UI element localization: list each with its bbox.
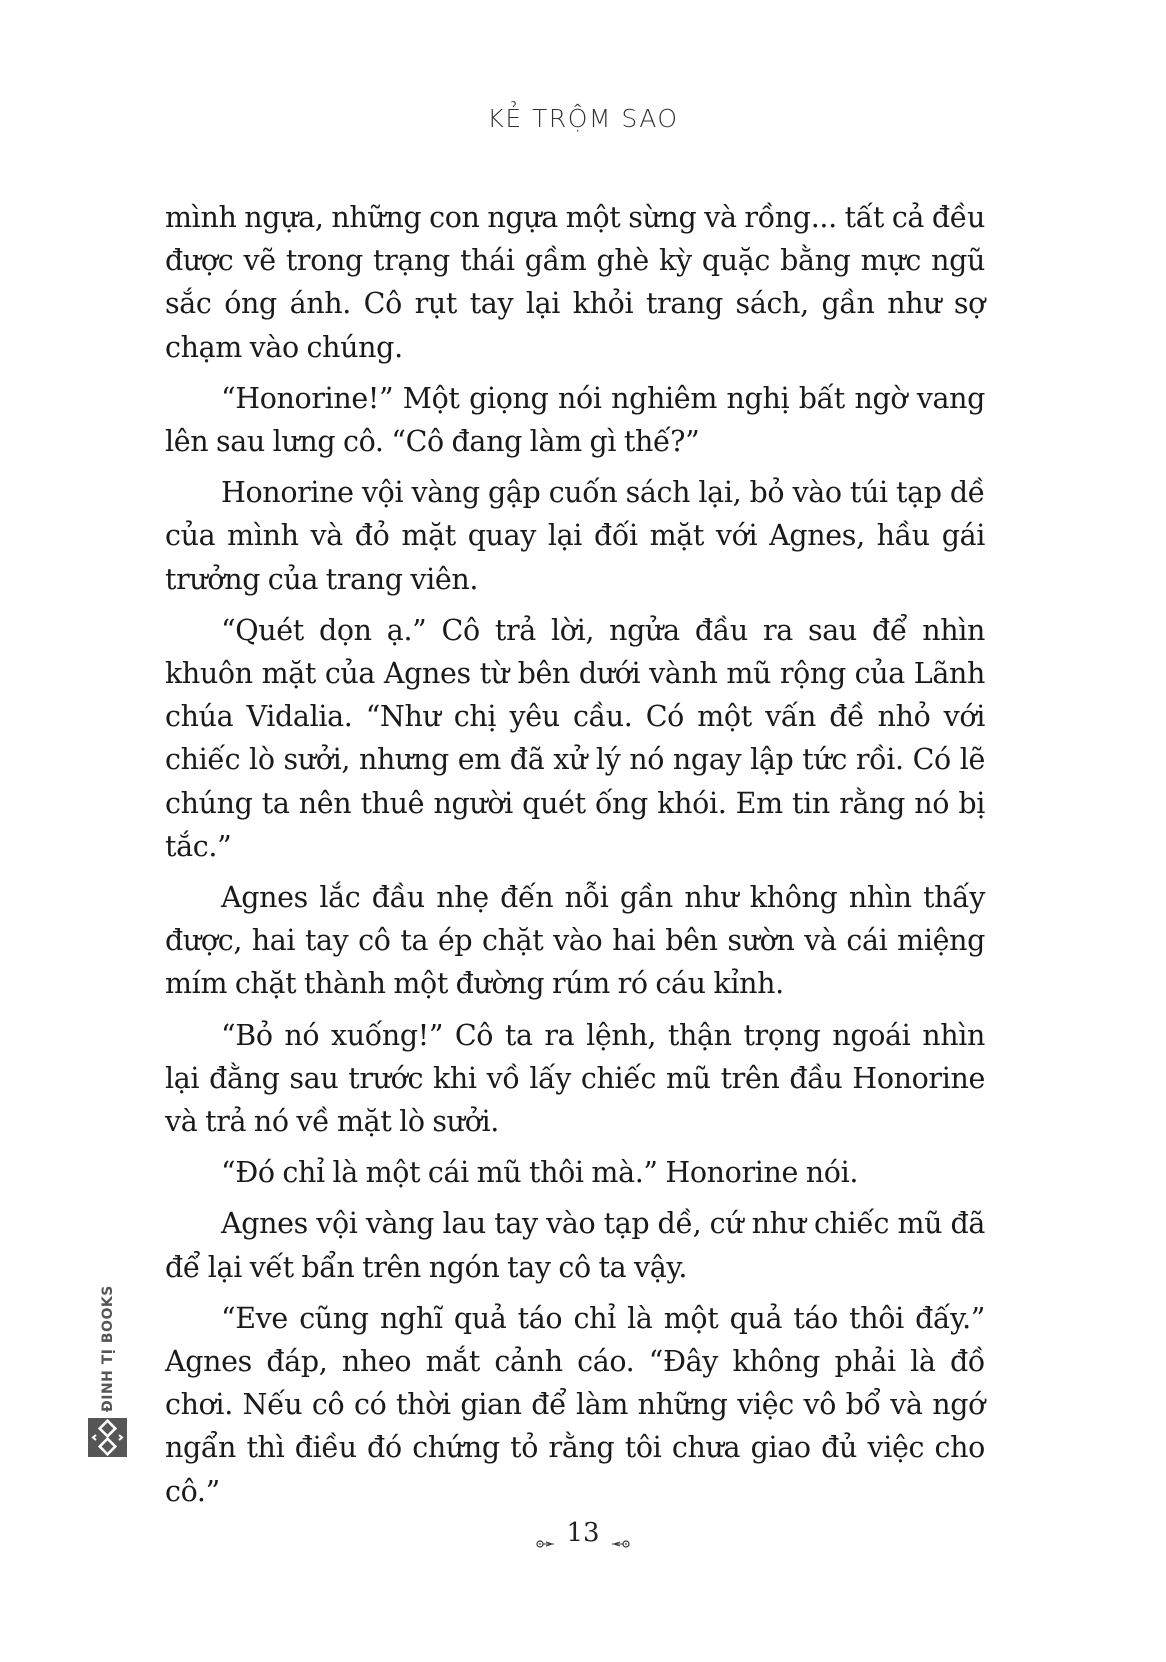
page-body [165, 196, 985, 1521]
page-number: 13 [566, 1518, 600, 1548]
pen-nib-ornament-left-icon [536, 1527, 556, 1539]
paragraph: Honorine vội vàng gập cuốn sách lại, bỏ vào túi tạp dề của mình và đỏ mặt quay lại đối mặt với Agnes, hầu gái trưởng của trang viên. [165, 476, 985, 596]
pen-nib-ornament-right-icon [610, 1527, 630, 1539]
diamond-knot-logo-icon [88, 1418, 127, 1457]
paragraph: mình ngựa, những con ngựa một sừng và rồng... tất cả đều được vẽ trong trạng thái gầm ghè kỳ quặc bằng mực ngũ sắc óng ánh. Cô rụt tay lại khỏi trang sách, gần như sợ chạm vào chúng. [165, 201, 985, 364]
publisher-mark [88, 1285, 128, 1460]
page-number-footer [0, 1518, 1166, 1548]
paragraph: “Đó chỉ là một cái mũ thôi mà.” Honorine nói. [221, 1156, 859, 1190]
running-head-title: KẺ TRỘM SAO [487, 104, 679, 133]
paragraph: “Quét dọn ạ.” Cô trả lời, ngửa đầu ra sau để nhìn khuôn mặt của Agnes từ bên dưới vành mũ rộng của Lãnh chúa Vidalia. “Như chị yêu cầu. Có một vấn đề nhỏ với chiếc lò sưởi, nhưng em đã xử lý nó ngay lập tức rồi. Có lẽ chúng ta nên thuê người quét ống khói. Em tin rằng nó bị tắc.” [165, 613, 985, 863]
paragraph: Agnes vội vàng lau tay vào tạp dề, cứ như chiếc mũ đã để lại vết bẩn trên ngón tay cô ta vậy. [165, 1207, 985, 1284]
paragraph: “Bỏ nó xuống!” Cô ta ra lệnh, thận trọng ngoái nhìn lại đằng sau trước khi vồ lấy chiếc mũ trên đầu Honorine và trả nó về mặt lò sưởi. [165, 1018, 985, 1139]
paragraph: “Eve cũng nghĩ quả táo chỉ là một quả táo thôi đấy.” Agnes đáp, nheo mắt cảnh cáo. “Đây không phải là đồ chơi. Nếu cô có thời gian để làm những việc vô bổ và ngớ ngẩn thì điều đó chứng tỏ rằng tôi chưa giao đủ việc cho cô.” [165, 1301, 985, 1508]
publisher-name: ĐINH TỊ BOOKS [100, 1285, 116, 1412]
paragraph: Agnes lắc đầu nhẹ đến nỗi gần như không nhìn thấy được, hai tay cô ta ép chặt vào hai bên sườn và cái miệng mím chặt thành một đường rúm ró cáu kỉnh. [165, 881, 985, 1001]
paragraph: “Honorine!” Một giọng nói nghiêm nghị bất ngờ vang lên sau lưng cô. “Cô đang làm gì thế?” [165, 381, 985, 459]
